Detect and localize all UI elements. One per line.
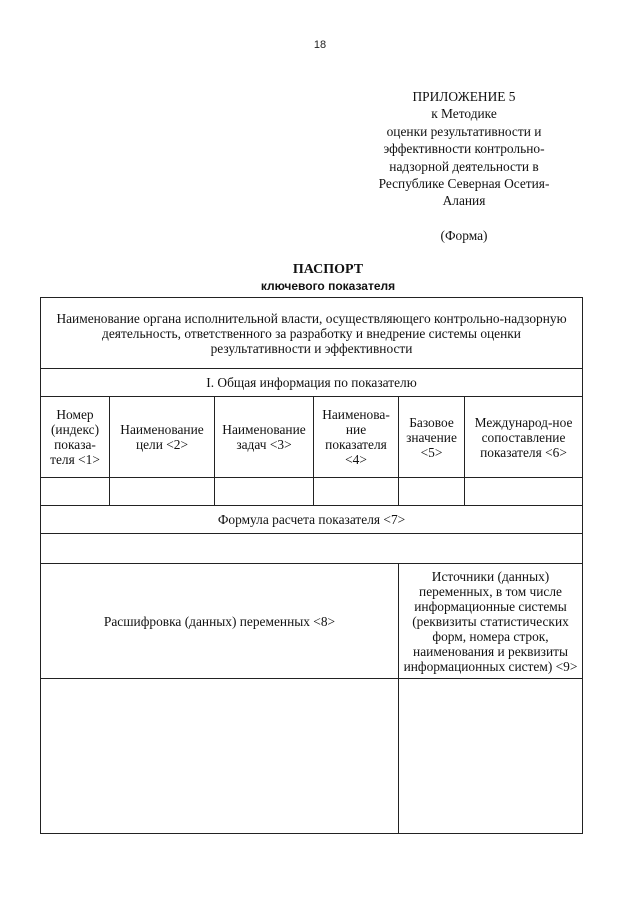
- table-row: [41, 679, 583, 834]
- table-row: [41, 478, 583, 506]
- document-subtitle: ключевого показателя: [260, 279, 396, 293]
- empty-cell: [41, 534, 583, 564]
- appendix-line: к Методике: [431, 106, 497, 122]
- column-header: Наименование задач <3>: [215, 397, 314, 478]
- table-row: [41, 506, 583, 534]
- appendix-block: [352, 88, 576, 210]
- empty-cell: [110, 478, 215, 506]
- empty-cell: [399, 679, 583, 834]
- column-header: Номер (индекс) показа-теля <1>: [41, 397, 110, 478]
- column-header: Наименование цели <2>: [110, 397, 215, 478]
- authority-header-cell: Наименование органа исполнительной власти, осуществляющего контрольно-надзорную деятельность, ответственного за разработку и внедрение системы оценки результативности и эффективности: [41, 298, 583, 369]
- table-row: [41, 564, 583, 679]
- empty-cell: [465, 478, 583, 506]
- empty-cell: [215, 478, 314, 506]
- empty-cell: [41, 478, 110, 506]
- column-header: Международ-ное сопоставление показателя <6>: [465, 397, 583, 478]
- appendix-line: Республике Северная Осетия-: [378, 176, 550, 192]
- empty-cell: [399, 478, 465, 506]
- appendix-line: оценки результативности и: [386, 123, 542, 139]
- table-row: [41, 397, 583, 478]
- table-row: [41, 298, 583, 369]
- passport-table: [40, 297, 583, 834]
- page-number: 18: [313, 39, 327, 51]
- document-title: ПАСПОРТ: [292, 262, 364, 277]
- appendix-line: надзорной деятельности в: [389, 158, 539, 174]
- appendix-line: эффективности контрольно-: [383, 141, 545, 157]
- form-label: (Форма): [440, 228, 488, 243]
- empty-cell: [41, 679, 399, 834]
- formula-section: Формула расчета показателя <7>: [41, 506, 583, 534]
- appendix-line: Алания: [442, 193, 486, 209]
- column-header: Наименова-ние показателя <4>: [314, 397, 399, 478]
- section-general-info: I. Общая информация по показателю: [41, 369, 583, 397]
- sources-cell: Источники (данных) переменных, в том числе информационные системы (реквизиты статистических форм, номера строк, наименования и реквизиты информационных систем) <9>: [399, 564, 583, 679]
- variables-cell: Расшифровка (данных) переменных <8>: [41, 564, 399, 679]
- table-row: [41, 369, 583, 397]
- appendix-title: ПРИЛОЖЕНИЕ 5: [412, 89, 516, 104]
- table-row: [41, 534, 583, 564]
- empty-cell: [314, 478, 399, 506]
- column-header: Базовое значение <5>: [399, 397, 465, 478]
